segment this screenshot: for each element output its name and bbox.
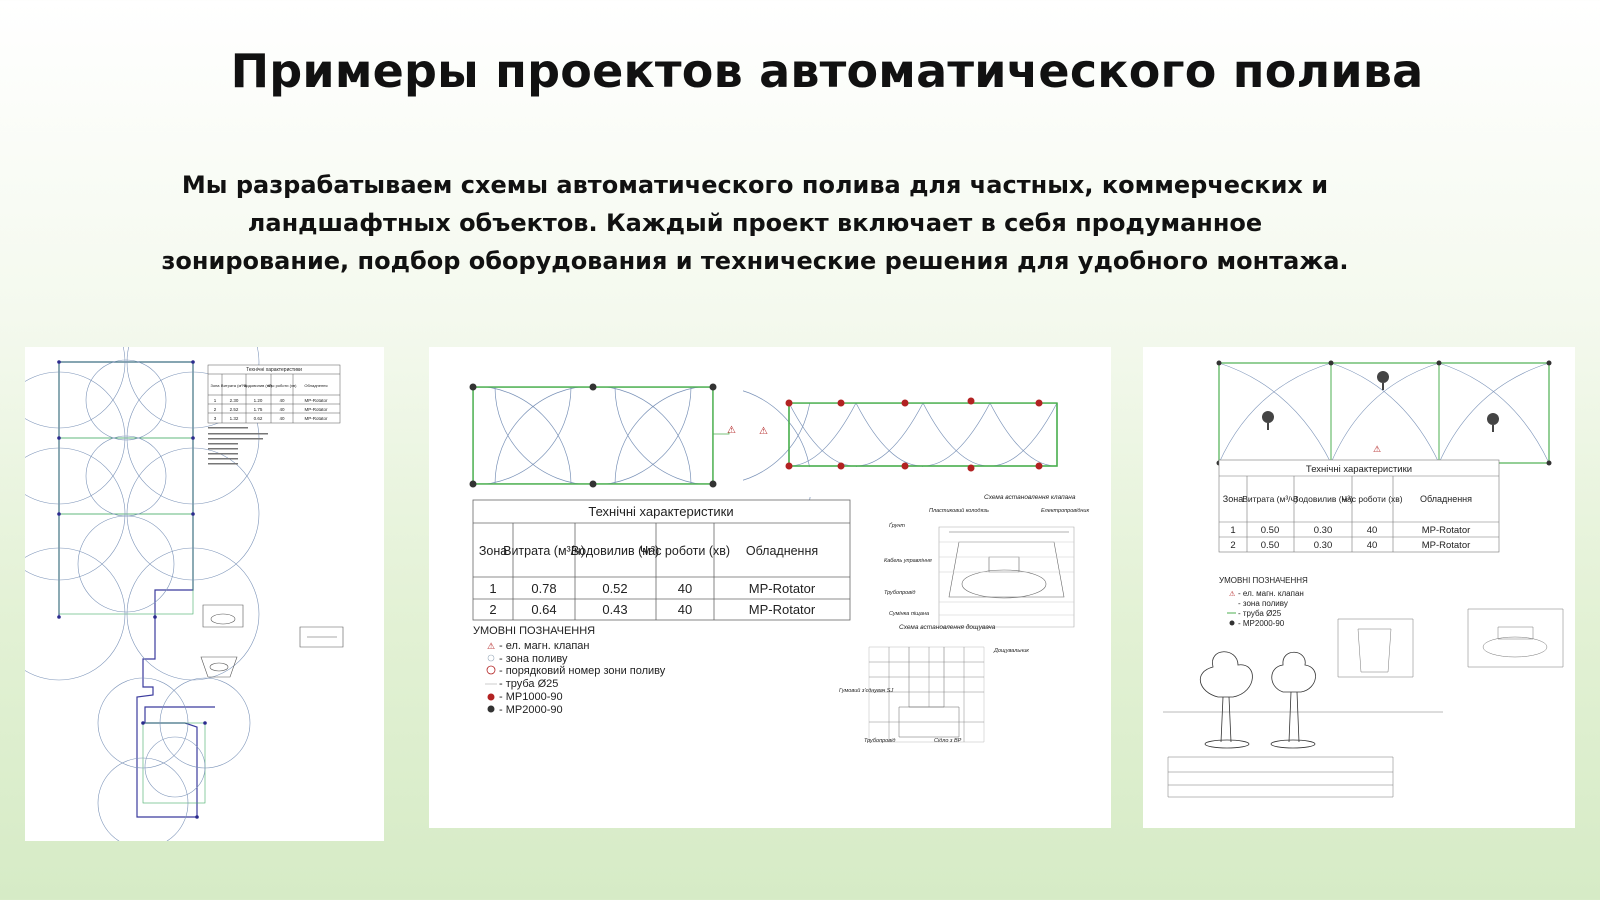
svg-text:0.52: 0.52 [602,581,628,596]
svg-text:0.43: 0.43 [602,602,628,617]
svg-text:1: 1 [489,581,497,596]
svg-text:Зона: Зона [1222,494,1244,504]
project3-table [1219,460,1499,552]
svg-text:MP-Rotator: MP-Rotator [304,407,328,412]
svg-text:- ел. магн. клапан: - ел. магн. клапан [1238,589,1304,598]
svg-text:40: 40 [279,407,285,412]
svg-text:Витрата (м³/ч): Витрата (м³/ч) [1242,494,1298,504]
svg-text:Обладнення: Обладнення [1419,494,1473,504]
sprinkler-install-detail [839,623,1029,744]
svg-text:Електропровідник: Електропровідник [1041,508,1090,514]
p2-col-volume: Водовилив (м³) [570,544,660,558]
valve-install-detail [884,494,1089,632]
svg-text:Зона: Зона [210,383,220,388]
tree-icon [1200,652,1315,748]
svg-text:40: 40 [1366,540,1378,551]
svg-text:Ґрунт: Ґрунт [889,523,905,529]
svg-text:1: 1 [1230,525,1236,536]
page-title: Примеры проектов автоматического полива [230,44,1424,98]
project2-plan-zone2 [759,347,1069,497]
svg-text:3: 3 [213,416,217,421]
p2-col-time: Час роботи (хв) [639,544,731,558]
svg-text:1.75: 1.75 [253,407,263,412]
svg-text:- труба Ø25: - труба Ø25 [1238,609,1282,618]
project-card-2[interactable] [429,347,1111,828]
svg-text:Трубопровід: Трубопровід [864,738,896,744]
svg-text:Схема встановлення клапана: Схема встановлення клапана [984,494,1076,501]
svg-text:Час роботи (хв): Час роботи (хв) [267,383,297,388]
svg-text:- MP2000-90: - MP2000-90 [499,704,563,716]
svg-text:2: 2 [489,602,497,617]
svg-text:- зона поливу: - зона поливу [1238,599,1288,608]
svg-text:Схема встановлення дощувача: Схема встановлення дощувача [899,624,996,631]
svg-text:Час роботи (хв): Час роботи (хв) [1341,494,1403,504]
svg-text:Сідло з ВР: Сідло з ВР [934,738,962,744]
svg-text:Обладнення: Обладнення [304,383,328,388]
svg-text:MP-Rotator: MP-Rotator [304,398,328,403]
svg-text:Трубопровід: Трубопровід [884,590,916,596]
project-card-3[interactable] [1143,347,1575,828]
project1-table [208,365,340,423]
svg-text:Водовилив (м³): Водовилив (м³) [1292,494,1354,504]
svg-text:MP-Rotator: MP-Rotator [1421,540,1471,551]
project2-table [473,500,850,620]
svg-text:MP-Rotator: MP-Rotator [304,416,328,421]
svg-text:- зона поливу: - зона поливу [499,653,568,665]
svg-text:40: 40 [279,416,285,421]
svg-text:⚠: ⚠ [1373,445,1382,455]
svg-text:Гумовий з'єднувач SJ: Гумовий з'єднувач SJ [839,688,894,694]
p2-col-zone: Зона [478,544,508,558]
svg-text:1: 1 [213,398,217,403]
svg-text:2: 2 [213,407,217,412]
valve-icon: ⚠ [759,426,768,437]
svg-text:40: 40 [677,581,693,596]
svg-text:0.64: 0.64 [531,602,557,617]
svg-text:- порядковий номер зони поливу: - порядковий номер зони поливу [499,665,666,677]
svg-text:0.78: 0.78 [531,581,557,596]
project-card-1[interactable] [25,347,384,841]
intro-text: Мы разрабатываем схемы автоматического полива для частных, коммерческих и ландшафтных объектов. Каждый проект включает в себя продуманное зонирование, подбор оборудования и технические решения для удобного монтажа. [161,171,1349,275]
p2-col-equipment: Обладнення [745,544,819,558]
svg-text:MP-Rotator: MP-Rotator [748,581,816,596]
svg-text:0.50: 0.50 [1260,525,1280,536]
svg-text:2.52: 2.52 [229,407,239,412]
project3-legend [1219,576,1308,628]
svg-text:0.50: 0.50 [1260,540,1280,551]
svg-text:Пластиковий колодязь: Пластиковий колодязь [929,508,989,514]
svg-text:2: 2 [1230,540,1236,551]
svg-text:40: 40 [1366,525,1378,536]
svg-text:УМОВНІ ПОЗНАЧЕННЯ: УМОВНІ ПОЗНАЧЕННЯ [1219,576,1308,585]
svg-text:1.32: 1.32 [229,416,239,421]
project3-plan [1217,361,1552,466]
tree-icon [1262,371,1499,432]
svg-text:- труба Ø25: - труба Ø25 [499,678,559,690]
svg-text:⚠: ⚠ [1229,590,1236,598]
p2-legend-title: УМОВНІ ПОЗНАЧЕННЯ [473,625,596,637]
svg-text:- ел. магн. клапан: - ел. магн. клапан [499,640,590,652]
svg-text:MP-Rotator: MP-Rotator [748,602,816,617]
p2-table-title: Технічні характеристики [588,504,734,519]
valve-icon: ⚠ [727,425,736,436]
p2-col-flow: Витрата (м³/ч) [503,544,585,558]
svg-text:- MP1000-90: - MP1000-90 [499,691,563,703]
project1-details [201,605,343,677]
svg-text:0.30: 0.30 [1313,525,1333,536]
svg-text:Сумінка піщана: Сумінка піщана [889,611,929,617]
svg-text:- MP2000-90: - MP2000-90 [1238,619,1285,628]
svg-text:⚠: ⚠ [487,642,496,652]
svg-text:40: 40 [279,398,285,403]
svg-text:0.62: 0.62 [253,416,263,421]
svg-text:0.30: 0.30 [1313,540,1333,551]
svg-text:Водовилив (м³): Водовилив (м³) [243,383,273,388]
svg-text:Витрата (м³/ч): Витрата (м³/ч) [220,383,248,388]
p1-table-title: Технічні характеристики [246,367,302,373]
svg-text:2.30: 2.30 [229,398,239,403]
project2-legend [473,625,666,716]
svg-text:1.20: 1.20 [253,398,263,403]
p3-table-title: Технічні характеристики [1305,464,1413,475]
svg-text:MP-Rotator: MP-Rotator [1421,525,1471,536]
svg-text:Дощувальник: Дощувальник [994,648,1029,654]
svg-text:Кабель управління: Кабель управління [884,558,932,564]
svg-text:40: 40 [677,602,693,617]
